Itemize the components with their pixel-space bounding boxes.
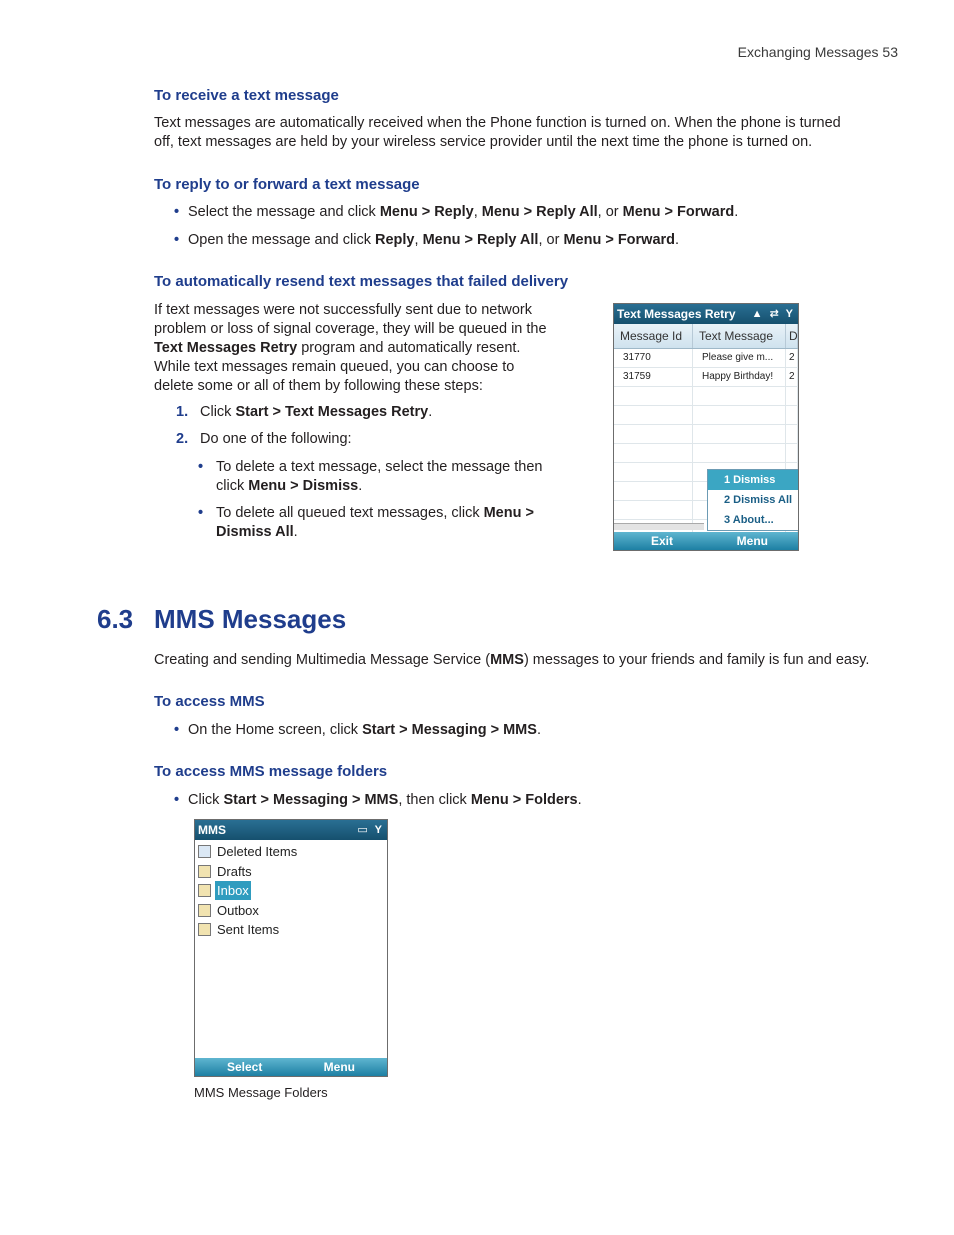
menu-item-dismiss[interactable]: 1 Dismiss bbox=[708, 470, 799, 490]
bullet: • bbox=[174, 204, 180, 220]
access-mms-item: • On the Home screen, click Start > Messaging > MMS. bbox=[174, 722, 541, 738]
recycle-folder-icon bbox=[198, 845, 211, 858]
reply-item-2: • Open the message and click Reply, Menu > Reply All, or Menu > Forward. bbox=[174, 232, 680, 248]
sent-folder-icon bbox=[198, 923, 211, 936]
mms-intro: Creating and sending Multimedia Message Service (MMS) messages to your friends and family is fun and easy. bbox=[154, 652, 870, 668]
status-icons: ▲ ⇄ Y bbox=[751, 308, 795, 320]
bullet: • bbox=[174, 722, 180, 738]
inbox-folder-icon bbox=[198, 884, 211, 897]
table-row-empty bbox=[614, 387, 798, 406]
resend-step-1: 1. Click Start > Text Messages Retry. bbox=[176, 404, 433, 420]
bullet: • bbox=[174, 232, 180, 248]
column-header-message-id[interactable]: Message Id bbox=[614, 324, 693, 348]
bullet: • bbox=[198, 459, 204, 475]
figure-caption: MMS Message Folders bbox=[194, 1085, 328, 1100]
table-row[interactable]: 31770 Please give m... 2 bbox=[614, 349, 798, 368]
softkey-bar bbox=[614, 532, 798, 550]
screen-titlebar bbox=[614, 304, 798, 324]
resend-sub-1: • To delete a text message, select the message then click Menu > Dismiss. bbox=[198, 459, 543, 494]
softkey-bar bbox=[195, 1058, 387, 1076]
page-header: Exchanging Messages 53 bbox=[737, 44, 898, 60]
section-title: MMS Messages bbox=[154, 604, 347, 634]
step-number: 1. bbox=[176, 404, 189, 420]
screen-title: Text Messages Retry bbox=[617, 307, 736, 321]
text-messages-retry-screenshot bbox=[613, 303, 799, 551]
menu-softkey[interactable]: Menu bbox=[323, 1060, 355, 1074]
step-number: 2. bbox=[176, 431, 189, 447]
resend-intro: If text messages were not successfully sent due to network problem or loss of signal coverage, they will be queued in the Text Messages Retry program and automatically resent. While text messages remain queued, you can choose to delete some or all of them by following these steps: bbox=[154, 302, 547, 394]
exit-softkey[interactable]: Exit bbox=[651, 534, 674, 548]
receive-body: Text messages are automatically received when the Phone function is turned on. When the phone is turned off, text messages are held by your wireless service provider until the next time the phone is turned on. bbox=[154, 115, 841, 150]
folder-inbox[interactable]: Inbox bbox=[195, 881, 387, 901]
screen-titlebar bbox=[195, 820, 387, 840]
reply-heading: To reply to or forward a text message bbox=[154, 176, 420, 193]
access-folders-item: • Click Start > Messaging > MMS, then click Menu > Folders. bbox=[174, 792, 582, 808]
resend-sub-2: • To delete all queued text messages, click Menu > Dismiss All. bbox=[198, 505, 534, 540]
bullet: • bbox=[174, 792, 180, 808]
column-header-d[interactable]: D bbox=[786, 324, 798, 348]
table-row-empty bbox=[614, 406, 798, 425]
folder-outbox[interactable]: Outbox bbox=[195, 901, 387, 921]
resend-heading: To automatically resend text messages that failed delivery bbox=[154, 273, 569, 290]
horizontal-scrollbar[interactable] bbox=[614, 523, 704, 530]
menu-item-dismiss-all[interactable]: 2 Dismiss All bbox=[724, 494, 793, 506]
resend-step-2: 2. Do one of the following: bbox=[176, 431, 352, 447]
folder-sent-items[interactable]: Sent Items bbox=[195, 920, 387, 940]
drafts-folder-icon bbox=[198, 865, 211, 878]
table-row[interactable]: 31759 Happy Birthday! 2 bbox=[614, 368, 798, 387]
table-row-empty bbox=[614, 425, 798, 444]
status-icons: ▭ Y bbox=[357, 824, 384, 836]
section-heading bbox=[97, 604, 346, 634]
receive-heading: To receive a text message bbox=[154, 87, 339, 104]
screen-title: MMS bbox=[198, 823, 226, 837]
menu-softkey[interactable]: Menu bbox=[736, 534, 768, 548]
access-mms-heading: To access MMS bbox=[154, 693, 265, 710]
select-softkey[interactable]: Select bbox=[227, 1060, 263, 1074]
section-number: 6.3 bbox=[97, 604, 134, 634]
folder-drafts[interactable]: Drafts bbox=[195, 862, 387, 882]
bullet: • bbox=[198, 505, 204, 521]
table-row-empty bbox=[614, 444, 798, 463]
context-menu bbox=[707, 469, 799, 531]
access-folders-heading: To access MMS message folders bbox=[154, 763, 388, 780]
mms-folders-screenshot bbox=[194, 819, 388, 1077]
reply-item-1: • Select the message and click Menu > Reply, Menu > Reply All, or Menu > Forward. bbox=[174, 204, 739, 220]
column-headers bbox=[614, 324, 798, 349]
folder-deleted-items[interactable]: Deleted Items bbox=[195, 842, 387, 862]
menu-item-about[interactable]: 3 About... bbox=[724, 514, 774, 526]
column-header-text-message[interactable]: Text Message bbox=[693, 324, 786, 348]
outbox-folder-icon bbox=[198, 904, 211, 917]
folder-list bbox=[195, 840, 387, 940]
